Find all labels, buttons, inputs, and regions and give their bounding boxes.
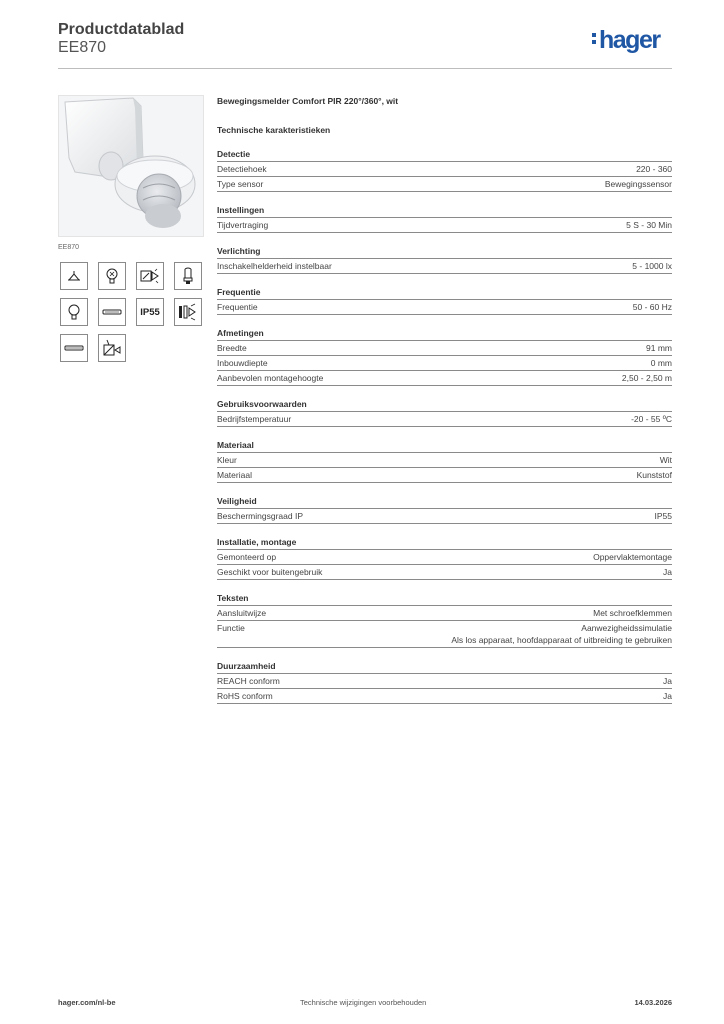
header-divider (58, 68, 672, 69)
spec-label: REACH conform (217, 676, 280, 686)
section-duurzaamheid (217, 660, 672, 704)
spec-value: Bewegingssensor (604, 179, 672, 189)
spec-value-second-line: Als los apparaat, hoofdapparaat of uitbreiding te gebruiken (451, 635, 672, 645)
section-materiaal (217, 439, 672, 483)
spec-row (217, 355, 672, 370)
product-reference: EE870 (58, 39, 107, 56)
section-instellingen (217, 204, 672, 233)
spec-label: Inbouwdiepte (217, 358, 268, 368)
spec-value-multiline (451, 622, 672, 646)
fluorescent-tube-compensated-icon (60, 334, 88, 362)
spec-label: Beschermingsgraad IP (217, 511, 303, 521)
product-image (58, 95, 204, 237)
spec-label: Breedte (217, 343, 247, 353)
spec-row (217, 605, 672, 620)
motor-load-icon (174, 298, 202, 326)
section-verlichting (217, 245, 672, 274)
spec-row (217, 688, 672, 704)
motion-detector-illustration (59, 96, 203, 236)
footer-disclaimer: Technische wijzigingen voorbehouden (300, 998, 427, 1007)
logo-text: hager (599, 26, 660, 54)
spec-value: Wit (659, 455, 672, 465)
spec-row (217, 370, 672, 386)
spec-label: RoHS conform (217, 691, 273, 701)
energy-saving-lamp-icon (174, 262, 202, 290)
spec-label: Kleur (217, 455, 237, 465)
spec-label: Geschikt voor buitengebruik (217, 567, 323, 577)
incandescent-lamp-icon (60, 298, 88, 326)
halogen-lamp-icon (98, 262, 126, 290)
spec-value: 5 - 1000 lx (632, 261, 672, 271)
spec-label: Type sensor (217, 179, 264, 189)
hager-logo (592, 27, 660, 53)
section-title: Verlichting (217, 246, 261, 256)
spec-label: Aansluitwijze (217, 608, 267, 618)
fluorescent-tube-icon (98, 298, 126, 326)
spec-label: Tijdvertraging (217, 220, 269, 230)
spec-label: Gemonteerd op (217, 552, 277, 562)
spec-row (217, 258, 672, 274)
spec-row (217, 176, 672, 192)
ceiling-lamp-icon (60, 262, 88, 290)
transformer-load-icon (98, 334, 126, 362)
section-frequentie (217, 286, 672, 315)
spec-label: Functie (217, 623, 245, 633)
spec-row (217, 508, 672, 524)
spec-row (217, 620, 672, 648)
spec-value: 2,50 - 2,50 m (621, 373, 672, 383)
spec-value: -20 - 55 ºC (631, 414, 672, 424)
spec-label: Frequentie (217, 302, 258, 312)
product-description: Bewegingsmelder Comfort PIR 220°/360°, wit (217, 96, 399, 106)
spec-value: Ja (663, 676, 672, 686)
spec-row (217, 299, 672, 315)
image-caption: EE870 (58, 244, 80, 251)
spec-value: 220 - 360 (636, 164, 672, 174)
spec-label: Detectiehoek (217, 164, 267, 174)
ip55-icon (136, 298, 164, 326)
ip55-label: IP55 (140, 306, 160, 318)
spec-row (217, 161, 672, 176)
section-title: Afmetingen (217, 328, 264, 338)
section-gebruiksvoorwaarden (217, 398, 672, 427)
section-teksten (217, 592, 672, 648)
spec-row (217, 452, 672, 467)
section-title: Installatie, montage (217, 537, 297, 547)
spec-value: Ja (663, 691, 672, 701)
spec-value: Met schroefklemmen (593, 608, 672, 618)
section-title: Frequentie (217, 287, 261, 297)
spec-value: 50 - 60 Hz (632, 302, 672, 312)
spec-value: IP55 (654, 511, 672, 521)
spec-row (217, 340, 672, 355)
footer-date: 14.03.2026 (634, 998, 672, 1007)
spec-row (217, 673, 672, 688)
spec-value: 91 mm (646, 343, 672, 353)
section-detectie (217, 148, 672, 192)
spec-row (217, 411, 672, 427)
section-title: Duurzaamheid (217, 661, 276, 671)
spec-value: Oppervlaktemontage (593, 552, 672, 562)
spec-row (217, 217, 672, 233)
spec-value: 5 S - 30 Min (626, 220, 672, 230)
section-veiligheid (217, 495, 672, 524)
spec-label: Aanbevolen montagehoogte (217, 373, 324, 383)
spec-label: Inschakelhelderheid instelbaar (217, 261, 332, 271)
technical-characteristics-heading: Technische karakteristieken (217, 125, 331, 135)
spec-row (217, 549, 672, 564)
section-title: Instellingen (217, 205, 265, 215)
section-title: Teksten (217, 593, 249, 603)
section-afmetingen (217, 327, 672, 386)
spec-value: Kunststof (636, 470, 672, 480)
spec-value: Ja (663, 567, 672, 577)
spec-row (217, 467, 672, 483)
document-title: Productdatablad (58, 21, 185, 38)
led-driver-icon (136, 262, 164, 290)
spec-label: Materiaal (217, 470, 252, 480)
section-title: Gebruiksvoorwaarden (217, 399, 307, 409)
spec-value: Aanwezigheidssimulatie (581, 623, 672, 633)
spec-row (217, 564, 672, 580)
logo-dots-icon (592, 27, 597, 45)
spec-label: Bedrijfstemperatuur (217, 414, 292, 424)
spec-value: 0 mm (650, 358, 672, 368)
spec-content (217, 95, 672, 704)
section-title: Detectie (217, 149, 251, 159)
footer-website-link[interactable]: hager.com/nl-be (58, 998, 116, 1007)
section-installatie-montage (217, 536, 672, 580)
section-title: Materiaal (217, 440, 254, 450)
section-title: Veiligheid (217, 496, 257, 506)
